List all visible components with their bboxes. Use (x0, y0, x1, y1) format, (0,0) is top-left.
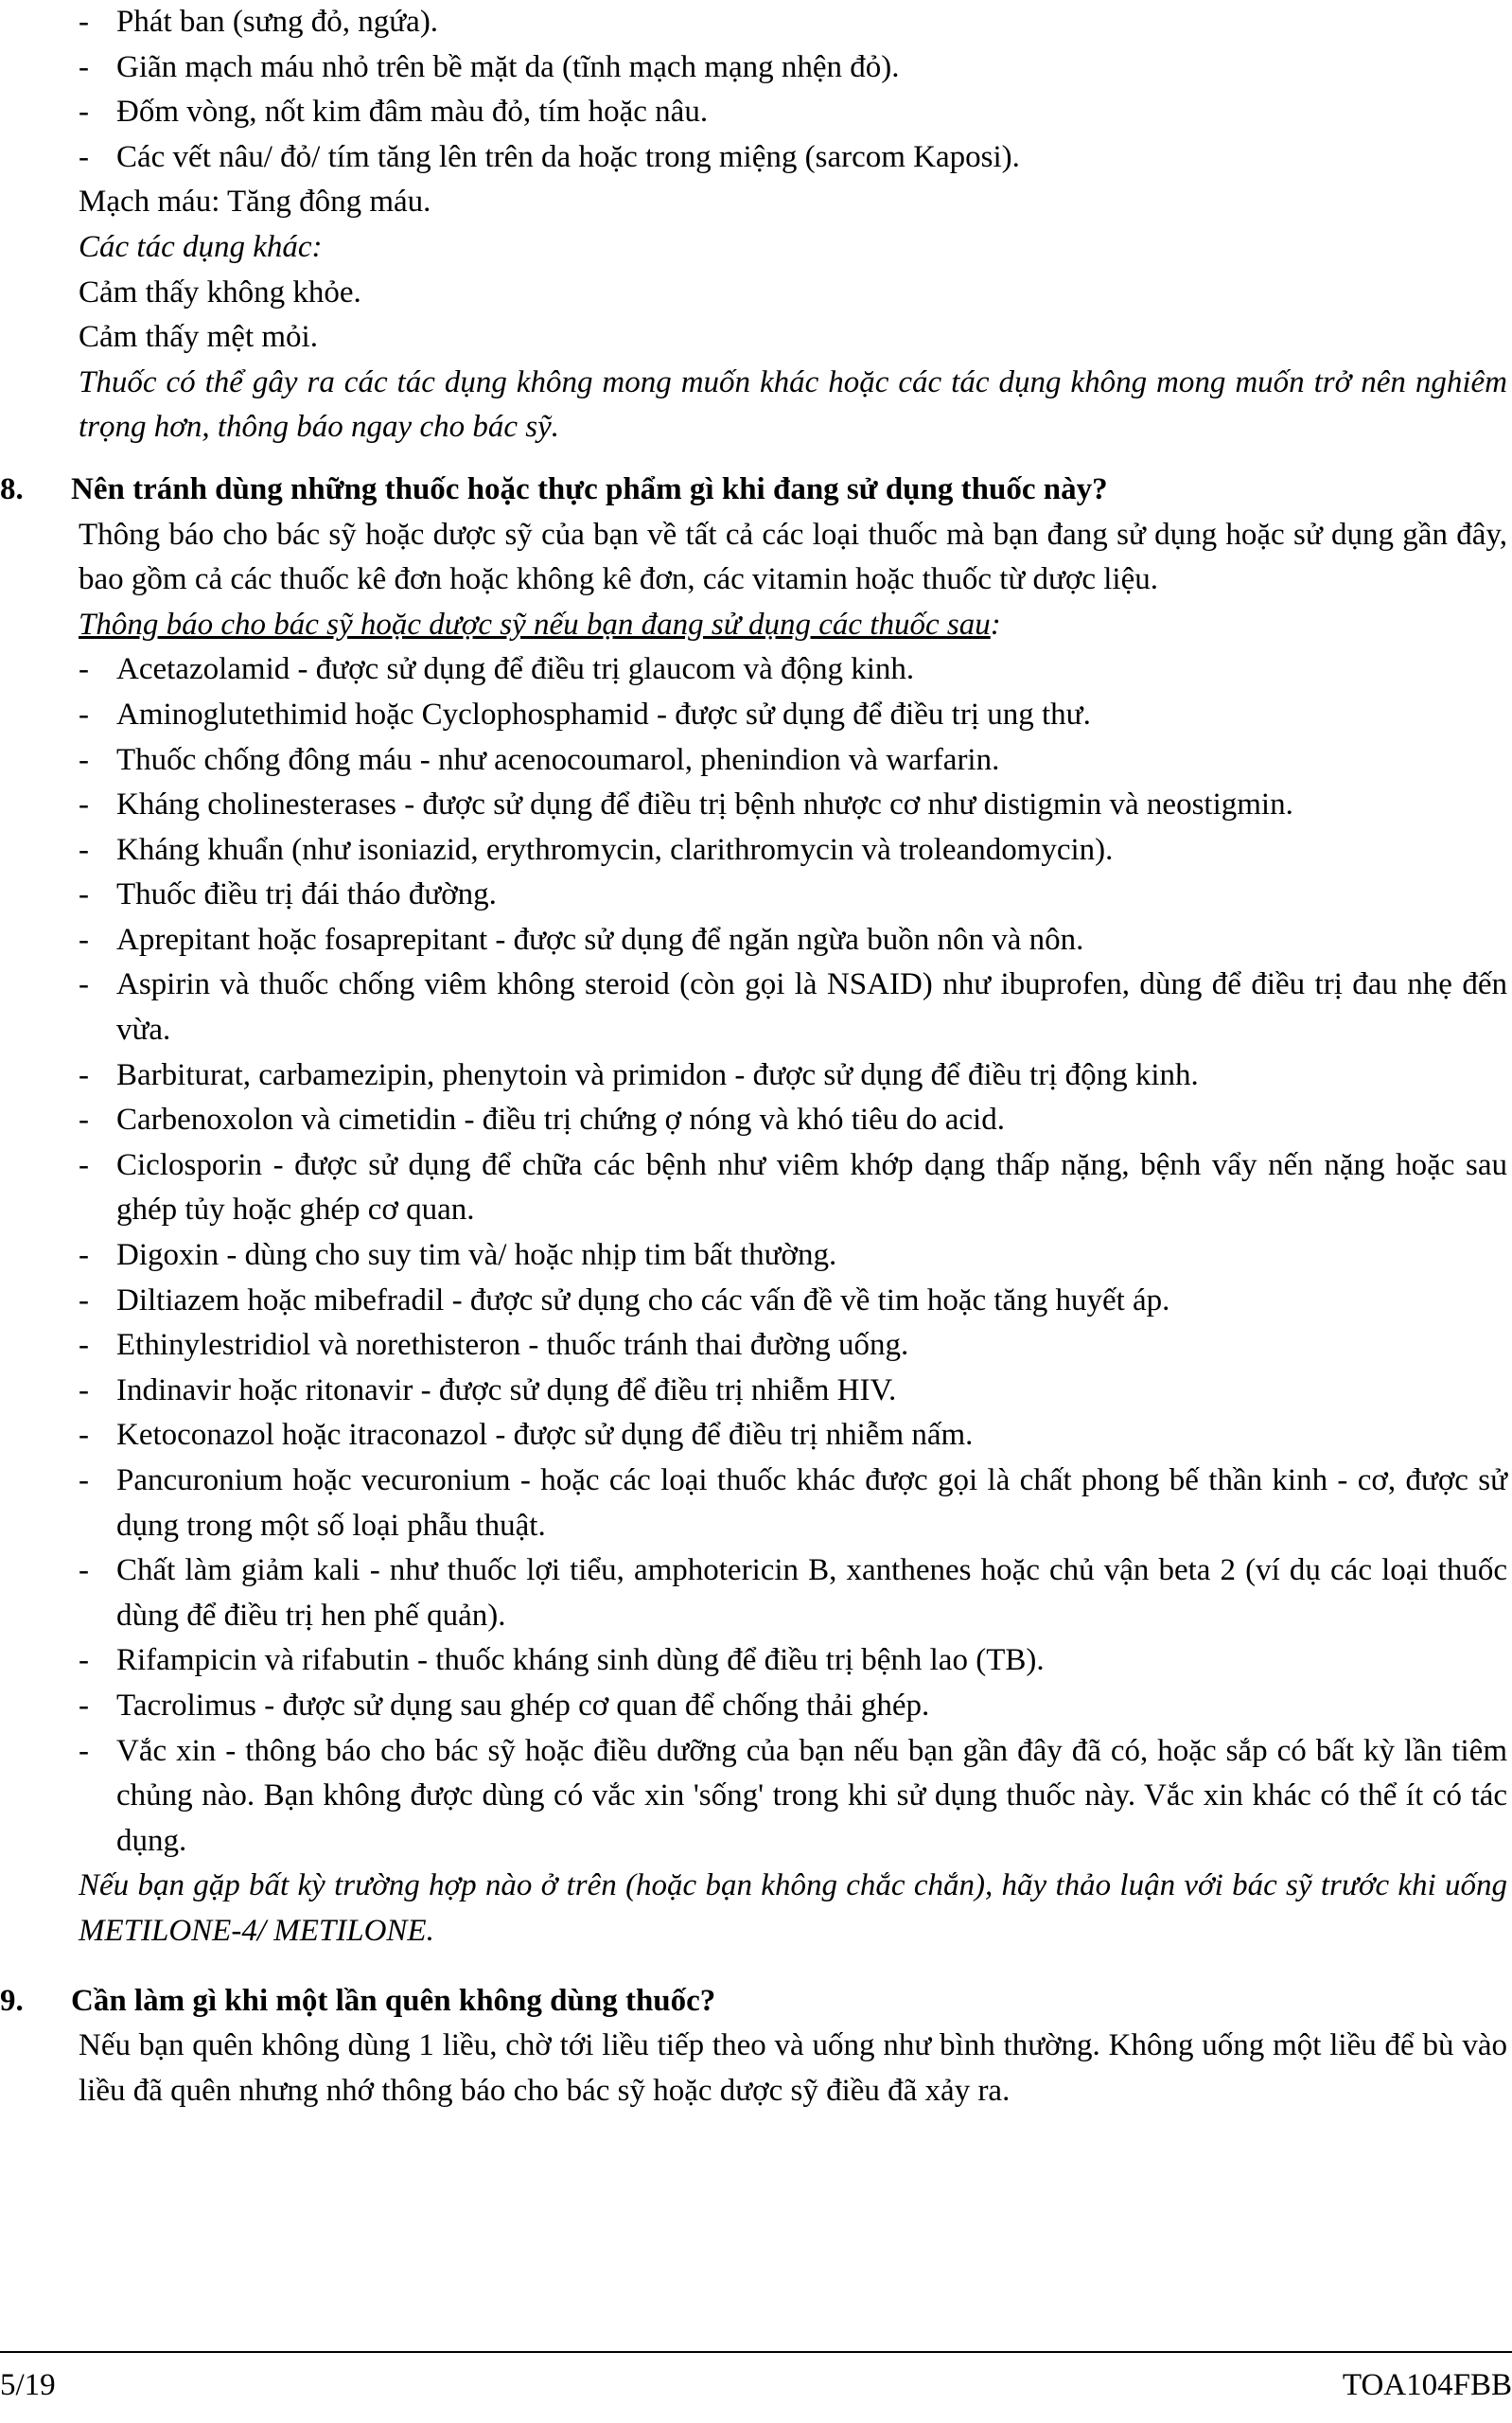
list-item: - Đốm vòng, nốt kim đâm màu đỏ, tím hoặc nâu. (79, 95, 709, 130)
other-effect-item: Cảm thấy không khỏe. (79, 274, 361, 310)
list-item: - Digoxin - dùng cho suy tim và/ hoặc nhịp tim bất thường. (79, 1238, 837, 1273)
list-item: - Diltiazem hoặc mibefradil - được sử dụng cho các vấn đề về tim hoặc tăng huyết áp. (79, 1282, 1170, 1318)
list-item: - Kháng khuẩn (như isoniazid, erythromycin, clarithromycin và troleandomycin). (79, 832, 1114, 867)
other-effects-label: Các tác dụng khác: (79, 229, 323, 264)
document-code: TOA104FBB (1342, 2368, 1512, 2402)
list-item: - Thuốc chống đông máu - như acenocoumarol, phenindion và warfarin. (79, 742, 1000, 777)
section-9-title: Cần làm gì khi một lần quên không dùng thuốc? (71, 1983, 716, 2018)
section-8-heading (0, 468, 1507, 513)
list-item: - Aprepitant hoặc fosaprepitant - được sử dụng để ngăn ngừa buồn nôn và nôn. (79, 922, 1084, 957)
list-item: - Acetazolamid - được sử dụng để điều trị glaucom và động kinh. (79, 652, 915, 687)
list-item: - Ketoconazol hoặc itraconazol - được sử dụng để điều trị nhiễm nấm. (79, 1418, 974, 1453)
blood-vessel-line: Mạch máu: Tăng đông máu. (79, 185, 431, 220)
list-item: - Kháng cholinesterases - được sử dụng để điều trị bệnh nhược cơ như distigmin và neostigmin. (79, 787, 1293, 822)
section-8-number: 8. (0, 471, 24, 506)
interacting-drugs-list (79, 647, 1507, 1864)
list-item: - Pancuronium hoặc vecuronium - hoặc các loại thuốc khác được gọi là chất phong bế thần kinh - cơ, được sử dụng trong một số loại phẫu thuật. (79, 1463, 1507, 1543)
list-item: - Ciclosporin - được sử dụng để chữa các bệnh như viêm khớp dạng thấp nặng, bệnh vẩy nến nặng hoặc sau ghép tủy hoặc ghép cơ quan. (79, 1147, 1507, 1228)
list-item: - Rifampicin và rifabutin - thuốc kháng sinh dùng để điều trị bệnh lao (TB). (79, 1643, 1045, 1678)
list-item: - Carbenoxolon và cimetidin - điều trị chứng ợ nóng và khó tiêu do acid. (79, 1103, 1005, 1138)
section-8-closing-note: Nếu bạn gặp bất kỳ trường hợp nào ở trên (hoặc bạn không chắc chắn), hãy thảo luận với bác sỹ trước khi uống METILONE-4/ METILONE. (79, 1868, 1507, 1948)
list-item: - Aspirin và thuốc chống viêm không steroid (còn gọi là NSAID) như ibuprofen, dùng để điều trị đau nhẹ đến vừa. (79, 967, 1507, 1048)
section-9-number: 9. (0, 1983, 24, 2018)
list-item: - Phát ban (sưng đỏ, ngứa). (79, 5, 439, 39)
other-effect-item: Cảm thấy mệt mỏi. (79, 320, 318, 355)
section-9-body: Nếu bạn quên không dùng 1 liều, chờ tới liều tiếp theo và uống như bình thường. Không uống một liều để bù vào liều đã quên nhưng nhớ thông báo cho bác sỹ hoặc dược sỹ điều đã xảy ra. (79, 2028, 1507, 2108)
list-item: - Giãn mạch máu nhỏ trên bề mặt da (tĩnh mạch mạng nhện đỏ). (79, 49, 900, 84)
section-9-heading (0, 1979, 1507, 2025)
top-side-effect-list (79, 0, 1507, 180)
list-item: - Ethinylestridiol và norethisteron - thuốc tránh thai đường uống. (79, 1328, 909, 1363)
section-8-title: Nên tránh dùng những thuốc hoặc thực phẩm gì khi đang sử dụng thuốc này? (71, 471, 1108, 506)
list-item: - Vắc xin - thông báo cho bác sỹ hoặc điều dưỡng của bạn nếu bạn gần đây đã có, hoặc sắp có bất kỳ lần tiêm chủng nào. Bạn không được dùng có vắc xin 'sống' trong khi sử dụng thuốc này. Vắc xin khác có thể ít có tác dụng. (79, 1733, 1507, 1858)
list-item: - Chất làm giảm kali - như thuốc lợi tiểu, amphotericin B, xanthenes hoặc chủ vận beta 2 (ví dụ các loại thuốc dùng để điều trị hen phế quản). (79, 1553, 1507, 1633)
warning-note: Thuốc có thể gây ra các tác dụng không mong muốn khác hoặc các tác dụng không mong muốn trở nên nghiêm trọng hơn, thông báo ngay cho bác sỹ. (79, 364, 1507, 445)
list-item: - Tacrolimus - được sử dụng sau ghép cơ quan để chống thải ghép. (79, 1688, 930, 1723)
list-item: - Thuốc điều trị đái tháo đường. (79, 877, 497, 912)
section-8-list-label: Thông báo cho bác sỹ hoặc dược sỹ nếu bạn đang sử dụng các thuốc sau: (79, 607, 1001, 642)
list-item: - Indinavir hoặc ritonavir - được sử dụng để điều trị nhiễm HIV. (79, 1372, 897, 1407)
page-number: 5/19 (0, 2368, 56, 2402)
list-item: - Các vết nâu/ đỏ/ tím tăng lên trên da hoặc trong miệng (sarcom Kaposi). (79, 139, 1020, 174)
list-item: - Barbiturat, carbamezipin, phenytoin và primidon - được sử dụng để điều trị động kinh. (79, 1057, 1199, 1092)
section-8-intro: Thông báo cho bác sỹ hoặc dược sỹ của bạn về tất cả các loại thuốc mà bạn đang sử dụng hoặc sử dụng gần đây, bao gồm cả các thuốc kê đơn hoặc không kê đơn, các vitamin hoặc thuốc từ dược liệu. (79, 517, 1507, 597)
list-item: - Aminoglutethimid hoặc Cyclophosphamid - được sử dụng để điều trị ung thư. (79, 697, 1091, 732)
footer-divider (0, 2351, 1512, 2353)
